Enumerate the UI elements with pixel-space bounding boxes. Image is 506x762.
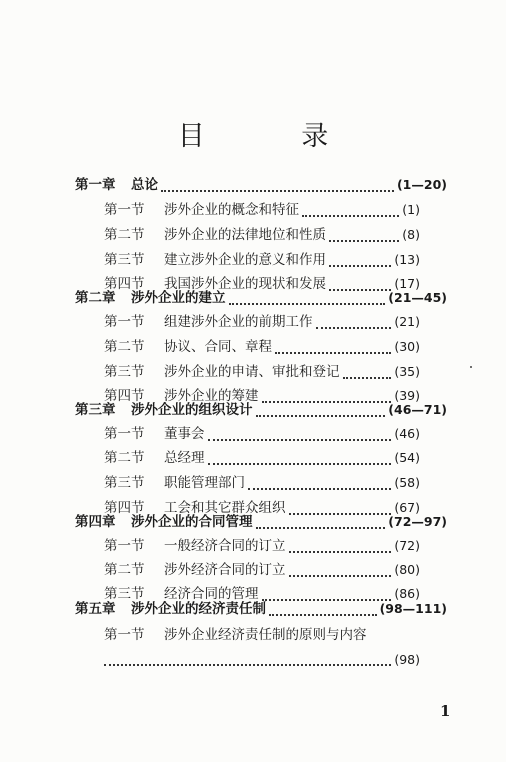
dot-leader: [343, 367, 392, 379]
page-number: (98): [394, 652, 420, 667]
section-number: 第二节: [104, 562, 145, 578]
chapter-title: 涉外企业的经济责任制: [131, 601, 266, 617]
section-number: 第一节: [104, 202, 145, 218]
dot-leader: [248, 478, 391, 490]
dot-leader: [289, 565, 392, 577]
toc-section: [104, 224, 420, 246]
page-title: 目 录: [177, 121, 373, 152]
section-number: 第三节: [104, 475, 145, 491]
dot-leader: [302, 205, 399, 217]
section-title: 协议、合同、章程: [164, 339, 272, 355]
toc-chapter-4: [75, 511, 447, 533]
section-number: 第四节: [104, 276, 145, 292]
section-title: 涉外企业的概念和特征: [164, 202, 299, 218]
dot-leader: [161, 180, 394, 192]
section-title: 组建涉外企业的前期工作: [164, 314, 313, 330]
page-number: (30): [394, 339, 420, 354]
chapter-number: 第五章: [75, 601, 116, 617]
dot-leader: [289, 541, 392, 553]
page-number: (46): [394, 426, 420, 441]
section-title: 一般经济合同的订立: [164, 538, 286, 554]
page-number: (21): [394, 314, 420, 329]
section-title: 职能管理部门: [164, 475, 245, 491]
page-number: (67): [394, 500, 420, 515]
dot-leader: [329, 230, 399, 242]
page-number: (80): [394, 562, 420, 577]
section-number: 第一节: [104, 538, 145, 554]
section-number: 第二节: [104, 339, 145, 355]
page-number: (54): [394, 450, 420, 465]
section-number: 第一节: [104, 426, 145, 442]
section-number: 第四节: [104, 500, 145, 516]
toc-section: [104, 199, 420, 221]
page-number: (39): [394, 388, 420, 403]
dot-leader: [104, 654, 391, 666]
dot-leader: [208, 453, 392, 465]
toc-section: [104, 447, 420, 469]
section-number: 第一节: [104, 627, 145, 643]
toc-chapter-2-row: [75, 287, 447, 309]
chapter-number: 第三章: [75, 402, 116, 418]
toc-chapter-5: [75, 598, 447, 620]
section-number: 第三节: [104, 586, 145, 602]
page-range: (46—71): [388, 402, 447, 417]
section-number: 第四节: [104, 388, 145, 404]
toc-section: [104, 423, 420, 445]
dot-leader: [275, 342, 391, 354]
chapter-title: 总论: [131, 177, 158, 193]
toc-chapter-1: [75, 174, 447, 196]
page-number: (1): [402, 202, 420, 217]
section-number: 第二节: [104, 450, 145, 466]
section-number: 第三节: [104, 364, 145, 380]
print-speck: [470, 366, 472, 368]
chapter-number: 第一章: [75, 177, 116, 193]
chapter-number: 第二章: [75, 290, 116, 306]
toc-section: [104, 336, 420, 358]
chapter-title: 涉外企业的合同管理: [131, 514, 253, 530]
dot-leader: [269, 604, 377, 616]
section-number: 第二节: [104, 227, 145, 243]
section-title: 董事会: [164, 426, 205, 442]
section-title: 涉外企业经济责任制的原则与内容: [164, 627, 367, 643]
page-number: (8): [402, 227, 420, 242]
page-range: (21—45): [388, 290, 447, 305]
chapter-number: 第四章: [75, 514, 116, 530]
dot-leader: [229, 293, 386, 305]
section-title: 涉外经济合同的订立: [164, 562, 286, 578]
page-number: (17): [394, 276, 420, 291]
toc-section: [104, 361, 420, 383]
toc-section: [104, 535, 420, 557]
page-range: (72—97): [388, 514, 447, 529]
dot-leader: [329, 255, 391, 267]
section-title: 建立涉外企业的意义和作用: [164, 252, 326, 268]
toc-section: [104, 249, 420, 271]
section-title: 涉外企业的法律地位和性质: [164, 227, 326, 243]
dot-leader: [316, 317, 392, 329]
section-title: 经济合同的管理: [164, 586, 259, 602]
toc-section: [104, 472, 420, 494]
toc-section: [104, 624, 420, 646]
page-range: (98—111): [379, 601, 447, 616]
page-folio: 1: [440, 702, 451, 720]
chapter-title: 涉外企业的建立: [131, 290, 226, 306]
toc-section-continuation: [104, 649, 420, 671]
page-range: (1—20): [396, 177, 447, 192]
section-title: 涉外企业的申请、审批和登记: [164, 364, 340, 380]
section-title: 工会和其它群众组织: [164, 500, 286, 516]
toc-section: [104, 559, 420, 581]
page-number: (58): [394, 475, 420, 490]
section-title: 涉外企业的筹建: [164, 388, 259, 404]
page-number: (13): [394, 252, 420, 267]
dot-leader: [256, 405, 386, 417]
chapter-title: 涉外企业的组织设计: [131, 402, 253, 418]
page-number: (86): [394, 586, 420, 601]
page-number: (35): [394, 364, 420, 379]
page-number: (72): [394, 538, 420, 553]
dot-leader: [208, 429, 392, 441]
section-title: 我国涉外企业的现状和发展: [164, 276, 326, 292]
toc-chapter-3: [75, 399, 447, 421]
section-number: 第三节: [104, 252, 145, 268]
section-number: 第一节: [104, 314, 145, 330]
toc-section: [104, 311, 420, 333]
section-title: 总经理: [164, 450, 205, 466]
dot-leader: [256, 517, 386, 529]
